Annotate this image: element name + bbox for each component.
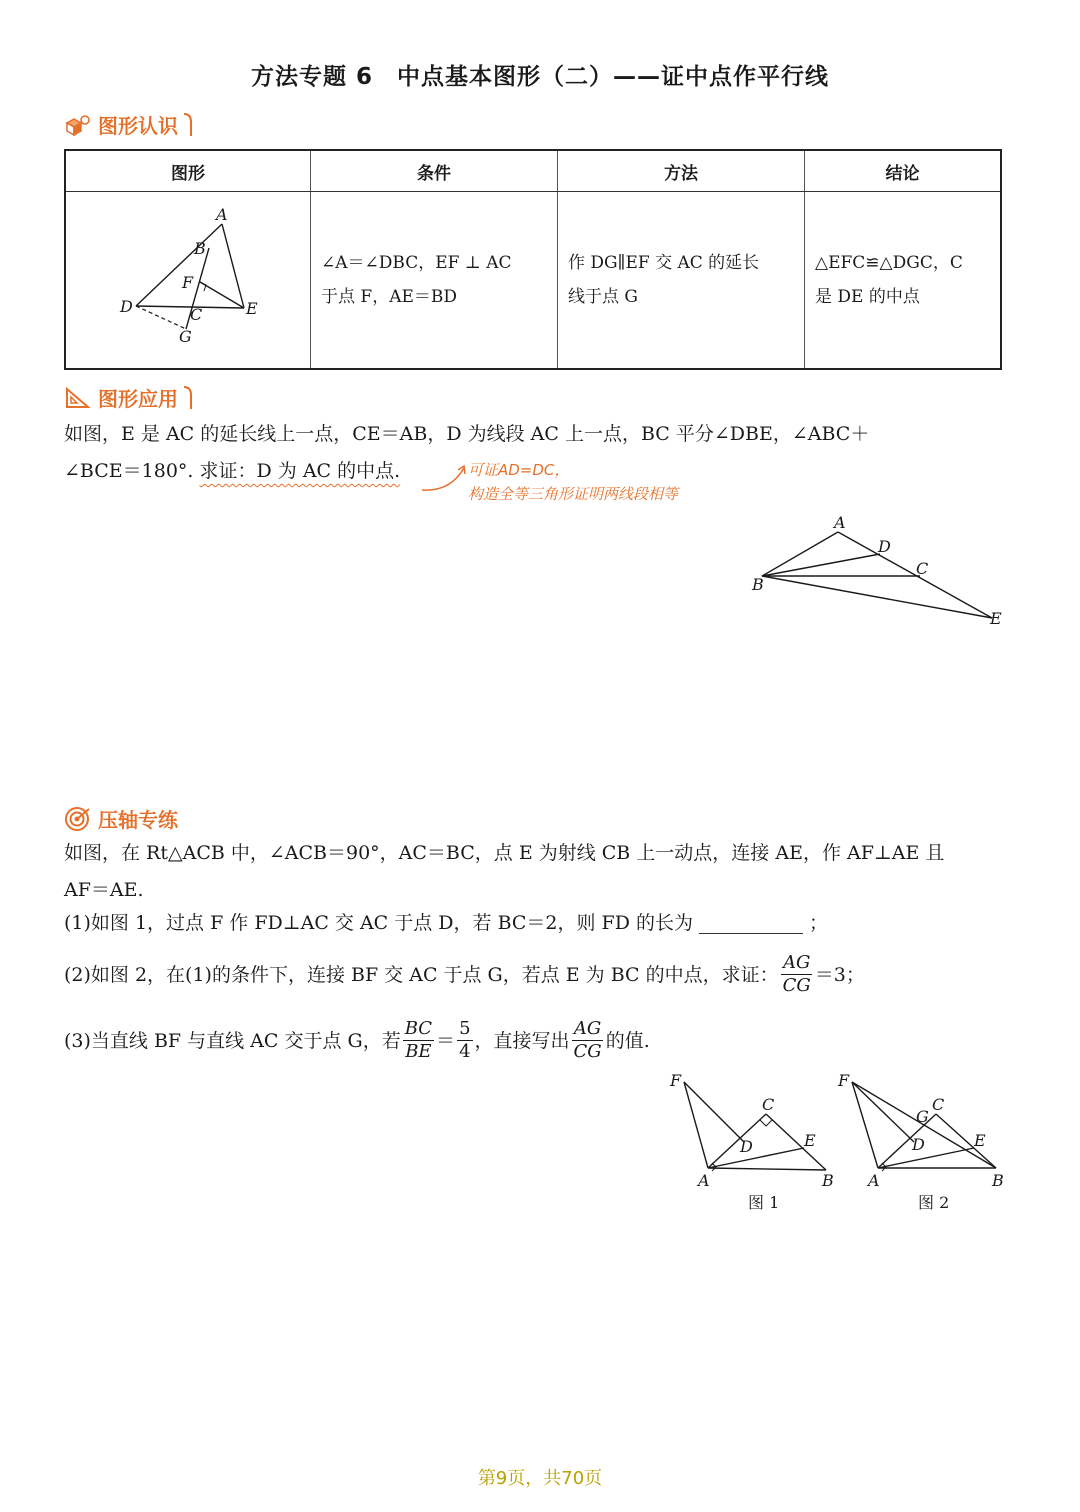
question-text: (2)如图 2，在(1)的条件下，连接 BF 交 AC 于点 G，若点 E 为 BC 的中点，求证： <box>64 963 779 986</box>
label-B: B <box>194 239 206 258</box>
figure-cell <box>65 192 311 370</box>
section-title: 图形应用 <box>98 387 178 411</box>
figure-triangle-midpoint <box>66 192 308 356</box>
problem-line: 如图，在 Rt△ACB 中，∠ACB＝90°，AC＝BC，点 E 为射线 CB 上一动点，连接 AE，作 AF⊥AE 且 <box>64 842 945 864</box>
label-D: D <box>878 537 891 556</box>
fraction-numerator: 5 <box>459 1018 471 1039</box>
handwritten-annotation <box>468 458 678 506</box>
label-D: D <box>912 1135 925 1154</box>
fraction-numerator: AG <box>783 952 811 973</box>
question-3 <box>64 1018 650 1063</box>
annotation-line: 可证AD=DC， <box>468 461 570 479</box>
table-header: 结论 <box>805 150 1002 192</box>
equals-sign: ＝ <box>436 1029 456 1052</box>
label-D: D <box>120 297 133 316</box>
label-A: A <box>834 513 846 532</box>
section-heading-practice <box>64 804 178 833</box>
target-icon <box>64 806 92 832</box>
label-A: A <box>698 1171 710 1190</box>
table-header: 方法 <box>558 150 805 192</box>
label-F: F <box>838 1071 850 1090</box>
label-B: B <box>752 575 764 594</box>
conclusion-line: △EFC≌△DGC，C <box>815 253 963 273</box>
label-B: B <box>992 1171 1004 1190</box>
annotation-arrow-icon <box>420 462 470 498</box>
answer-blank[interactable] <box>699 913 803 934</box>
question-text: ，直接写出 <box>474 1029 570 1052</box>
figure-caption: 图 2 <box>918 1193 950 1212</box>
label-A: A <box>868 1171 880 1190</box>
page-title: 方法专题 6 中点基本图形（二）——证中点作平行线 <box>250 64 829 90</box>
label-C: C <box>916 559 929 578</box>
label-C: C <box>762 1095 775 1114</box>
conclusion-cell <box>805 192 1002 370</box>
label-E: E <box>974 1131 986 1150</box>
section-title: 压轴专练 <box>98 808 178 832</box>
fraction-bc-be <box>403 1018 434 1063</box>
question-text: (1)如图 1，过点 F 作 FD⊥AC 交 AC 于点 D，若 BC＝2，则 FD 的长为 <box>64 912 694 934</box>
label-D: D <box>740 1137 753 1156</box>
set-square-icon <box>64 386 92 410</box>
fraction-numerator: BC <box>404 1018 433 1039</box>
method-cell <box>558 192 805 370</box>
page-footer: 第9页，共70页 <box>477 1468 603 1489</box>
table-header-row <box>65 150 1001 192</box>
question-text: ； <box>809 912 829 934</box>
bracket-icon <box>182 112 194 138</box>
annotation-line: 构造全等三角形证明两线段相等 <box>468 485 679 503</box>
method-line: 作 DG∥EF 交 AC 的延长 <box>568 253 760 273</box>
fraction-denominator: BE <box>405 1041 432 1062</box>
question-2 <box>64 952 865 997</box>
label-E: E <box>804 1131 816 1150</box>
label-C: C <box>932 1095 945 1114</box>
section-heading-apply <box>64 383 200 412</box>
bracket-icon <box>182 385 194 411</box>
figure-application <box>740 510 1020 630</box>
problem-text: ∠BCE＝180°. <box>64 460 200 482</box>
label-B: B <box>822 1171 834 1190</box>
method-table <box>64 149 1002 370</box>
label-F: F <box>182 273 194 292</box>
method-line: 线于点 G <box>568 287 638 307</box>
fraction-ag-cg <box>572 1018 604 1063</box>
question-text: ＝3； <box>814 963 865 986</box>
condition-line: 于点 F，AE＝BD <box>321 287 458 307</box>
fraction-denominator: 4 <box>459 1041 471 1062</box>
fraction-denominator: CG <box>573 1041 602 1062</box>
figure-caption: 图 1 <box>748 1193 780 1212</box>
conclusion-line: 是 DE 的中点 <box>815 287 920 307</box>
question-text: (3)当直线 BF 与直线 AC 交于点 G，若 <box>64 1029 401 1052</box>
problem-line: AF＝AE. <box>64 879 144 901</box>
question-1 <box>64 908 828 938</box>
marked-goal: 求证：D 为 AC 的中点. <box>199 460 401 482</box>
question-text: 的值. <box>605 1029 650 1052</box>
condition-line: ∠A＝∠DBC，EF ⊥ AC <box>321 253 512 273</box>
figure-practice-2 <box>830 1066 1020 1216</box>
table-header: 条件 <box>311 150 558 192</box>
figure-practice-1 <box>660 1066 840 1216</box>
label-E: E <box>990 609 1002 628</box>
practice-intro <box>64 835 1014 909</box>
section-heading-recognize <box>64 110 200 139</box>
table-header: 图形 <box>65 150 311 192</box>
condition-cell <box>311 192 558 370</box>
label-G: G <box>916 1107 929 1126</box>
label-C: C <box>190 305 203 324</box>
blocks-icon <box>64 113 92 137</box>
fraction-numerator: AG <box>573 1018 602 1039</box>
label-A: A <box>216 205 228 224</box>
section-title: 图形认识 <box>98 114 178 138</box>
fraction-denominator: CG <box>782 975 811 996</box>
label-F: F <box>670 1071 682 1090</box>
label-E: E <box>246 299 258 318</box>
fraction-5-4 <box>457 1018 472 1063</box>
table-row <box>65 192 1001 370</box>
problem-line: 如图，E 是 AC 的延长线上一点，CE＝AB，D 为线段 AC 上一点，BC 平分∠DBE，∠ABC＋ <box>64 423 870 445</box>
fraction-ag-cg <box>781 952 813 997</box>
label-G: G <box>179 327 192 346</box>
